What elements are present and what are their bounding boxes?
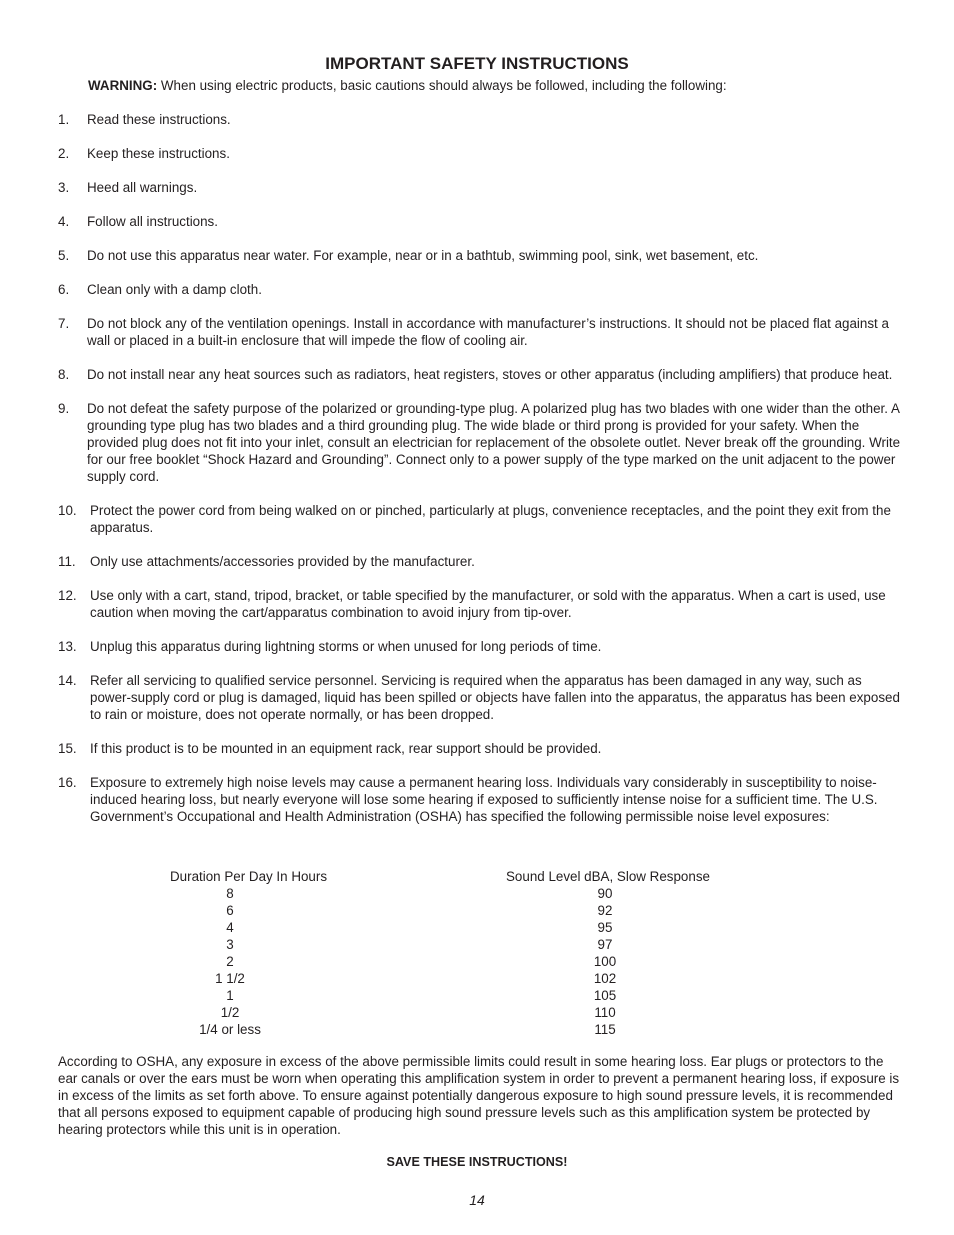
sound-level-cell: 115 bbox=[594, 1022, 616, 1037]
duration-cell: 6 bbox=[226, 903, 234, 918]
list-item bbox=[58, 400, 903, 485]
item-text: Unplug this apparatus during lightning storms or when unused for long periods of time. bbox=[90, 639, 602, 654]
osha-paragraph: According to OSHA, any exposure in excess of the above permissible limits could result in some hearing loss. Ear plugs or protectors to the ear canals or over the ears must be worn when operating this amplification system in order to prevent a permanent hearing loss, if exposure is in excess of the limits as set forth above. To ensure against potentially dangerous exposure to high sound pressure levels, it is recommended that all persons exposed to equipment capable of producing high sound pressure levels such as this amplification system be protected by hearing protectors while this unit is in operation. bbox=[58, 1054, 900, 1137]
item-number: 8. bbox=[58, 367, 70, 382]
duration-column-header: Duration Per Day In Hours bbox=[170, 869, 328, 884]
sound-level-cell: 110 bbox=[594, 1005, 616, 1020]
item-text: Do not defeat the safety purpose of the polarized or grounding-type plug. A polarized plug has two blades with one wider than the other. A grounding type plug has two blades and a third grounding plug. The wide blade or third prong is provided for your safety. When the provided plug does not fit into your inlet, consult an electrician for replacement of the obsolete outlet. Never break off the grounding. Write for our free booklet “Shock Hazard and Grounding”. Connect only to a power supply of the type marked on the unit adjacent to the power supply cord. bbox=[87, 401, 901, 484]
item-number: 15. bbox=[58, 741, 77, 756]
item-number: 7. bbox=[58, 316, 70, 331]
warning-text: When using electric products, basic cautions should always be followed, including the following: bbox=[157, 78, 727, 93]
item-text: Do not use this apparatus near water. For example, near or in a bathtub, swimming pool, sink, wet basement, etc. bbox=[87, 248, 759, 263]
duration-cell: 3 bbox=[226, 937, 234, 952]
instructions-list bbox=[58, 111, 903, 825]
item-text: Protect the power cord from being walked on or pinched, particularly at plugs, convenience receptacles, and the point they exit from the apparatus. bbox=[90, 503, 891, 535]
list-item bbox=[58, 315, 903, 349]
list-item bbox=[58, 179, 903, 196]
list-item bbox=[58, 502, 903, 536]
duration-cell: 2 bbox=[226, 954, 234, 969]
list-item bbox=[58, 587, 903, 621]
warning-label: WARNING: bbox=[88, 78, 158, 93]
duration-cell: 1/4 or less bbox=[199, 1022, 261, 1037]
item-text: Only use attachments/accessories provided by the manufacturer. bbox=[90, 554, 475, 569]
list-item bbox=[58, 111, 903, 128]
warning-line bbox=[88, 77, 727, 94]
duration-cell: 8 bbox=[226, 886, 234, 901]
page-title: IMPORTANT SAFETY INSTRUCTIONS bbox=[325, 54, 629, 73]
item-number: 3. bbox=[58, 180, 70, 195]
sound-level-column-header: Sound Level dBA, Slow Response bbox=[506, 869, 710, 884]
item-number: 9. bbox=[58, 401, 70, 416]
save-instructions-heading: SAVE THESE INSTRUCTIONS! bbox=[386, 1155, 568, 1169]
item-number: 14. bbox=[58, 673, 77, 688]
sound-level-cell: 95 bbox=[597, 920, 613, 935]
list-item bbox=[58, 366, 903, 383]
item-number: 11. bbox=[58, 554, 76, 569]
item-text: Keep these instructions. bbox=[87, 146, 230, 161]
sound-level-cell: 105 bbox=[593, 988, 617, 1003]
item-number: 2. bbox=[58, 146, 70, 161]
list-item bbox=[58, 281, 903, 298]
list-item bbox=[58, 740, 903, 757]
item-text: Use only with a cart, stand, tripod, bracket, or table specified by the manufacturer, or sold with the apparatus. When a cart is used, use caution when moving the cart/apparatus combination to avoid injury from tip-over. bbox=[90, 588, 886, 620]
item-number: 1. bbox=[58, 112, 70, 127]
item-number: 12. bbox=[58, 588, 77, 603]
duration-cell: 4 bbox=[226, 920, 234, 935]
item-number: 4. bbox=[58, 214, 70, 229]
item-number: 10. bbox=[58, 503, 77, 518]
page-number: 14 bbox=[469, 1192, 485, 1208]
list-item bbox=[58, 638, 903, 655]
list-item bbox=[58, 247, 903, 264]
duration-cell: 1 bbox=[226, 988, 234, 1003]
sound-level-cell: 90 bbox=[597, 886, 613, 901]
sound-level-cell: 97 bbox=[597, 937, 613, 952]
list-item bbox=[58, 553, 903, 570]
item-text: Heed all warnings. bbox=[87, 180, 198, 195]
list-item bbox=[58, 213, 903, 230]
item-number: 6. bbox=[58, 282, 70, 297]
item-number: 13. bbox=[58, 639, 77, 654]
list-item bbox=[58, 774, 903, 825]
item-text: Clean only with a damp cloth. bbox=[87, 282, 262, 297]
sound-level-cell: 100 bbox=[593, 954, 617, 969]
item-text: Read these instructions. bbox=[87, 112, 231, 127]
list-item bbox=[58, 145, 903, 162]
list-item bbox=[58, 672, 903, 723]
sound-level-cell: 92 bbox=[597, 903, 613, 918]
item-text: Do not install near any heat sources such as radiators, heat registers, stoves or other apparatus (including amplifiers) that produce heat. bbox=[87, 367, 893, 382]
item-text: Refer all servicing to qualified service personnel. Servicing is required when the apparatus has been damaged in any way, such as power-supply cord or plug is damaged, liquid has been spilled or objects have fallen into the apparatus, the apparatus has been exposed to rain or moisture, does not operate normally, or has been dropped. bbox=[90, 673, 900, 722]
duration-cell: 1 1/2 bbox=[215, 971, 245, 986]
item-number: 5. bbox=[58, 248, 70, 263]
item-text: Follow all instructions. bbox=[87, 214, 218, 229]
item-number: 16. bbox=[58, 775, 77, 790]
duration-cell: 1/2 bbox=[220, 1005, 240, 1020]
item-text: If this product is to be mounted in an equipment rack, rear support should be provided. bbox=[90, 741, 602, 756]
sound-level-cell: 102 bbox=[593, 971, 617, 986]
item-text: Exposure to extremely high noise levels may cause a permanent hearing loss. Individuals vary considerably in susceptibility to noise-induced hearing loss, but nearly everyone will lose some hearing if exposed to sufficiently intense noise for a sufficient time. The U.S. Government’s Occupational and Health Administration (OSHA) has specified the following permissible noise level exposures: bbox=[90, 775, 878, 824]
item-text: Do not block any of the ventilation openings. Install in accordance with manufacturer’s instructions. It should not be placed flat against a wall or placed in a built-in enclosure that will impede the flow of cooling air. bbox=[87, 316, 889, 348]
